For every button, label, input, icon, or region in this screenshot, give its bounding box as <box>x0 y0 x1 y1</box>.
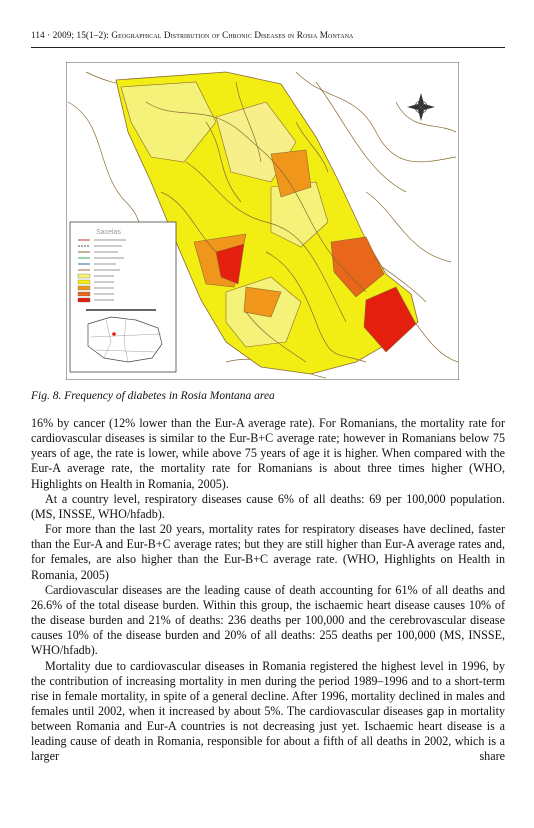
map-graphic <box>66 62 459 380</box>
running-title: Geographical Distribution of Chronic Diseases in Rosia Montana <box>111 30 354 40</box>
paragraph: Cardiovascular diseases are the leading cause of death accounting for 61% of all deaths and 26.6% of the total disease burden. Within this group, the ischaemic heart disease causes 10% of the disease burden and 21% of deaths: 236 deaths per 100,000 and the cerebrovascular disease causes 10% of the disease burden and 20% of all deaths: 255 deaths per 100,000 (MS, INSSE, WHO/hfadb). <box>31 582 505 658</box>
paragraph: Mortality due to cardiovascular diseases in Romania registered the highest level in 1996, by the contribution of increasing mortality in men during the period 1989–1996 and to a short-term rise in female mortality, in spite of a general decline. After 1996, mortality declined in males and females until 2002, when it increased by about 5%. The cardiovascular diseases gap in mortality between Romania and Eur-A countries is not decreasing just yet. Ischaemic heart disease is a leading cause of death in Romania, responsible for about a fifth of all deaths in 2002, which is a larger share <box>31 658 505 764</box>
map-legend <box>70 222 176 372</box>
running-header <box>31 30 354 40</box>
paragraph: 16% by cancer (12% lower than the Eur-A average rate). For Romanians, the mortality rate for cardiovascular diseases is similar to the Eur-B+C average rate; however in Romanians below 75 years of age, the rate is lower, while above 75 years of age it is higher. When compared with the Eur-A average rate, the mortality rate for Romanians is about three times higher (WHO, Highlights on Health in Romania, 2005). <box>31 416 505 491</box>
page-info: 114 · 2009; 15(1–2): <box>31 30 112 40</box>
paragraph: For more than the last 20 years, mortality rates for respiratory diseases have declined, faster than the Eur-A and Eur-B+C average rates; but they are still higher than Eur-A average rates and, for females, are also higher than the Eur-B+C average rate. (WHO, Highlights on Health in Romania, 2005) <box>31 522 505 582</box>
paragraph: At a country level, respiratory diseases cause 6% of all deaths: 69 per 100,000 population. (MS, INSSE, WHO/hfadb). <box>31 491 505 521</box>
header-rule <box>31 47 505 48</box>
map-title-text: Sacelas <box>96 229 121 236</box>
location-marker <box>112 332 116 336</box>
figure-caption: Fig. 8. Frequency of diabetes in Rosia Montana area <box>31 390 275 402</box>
diabetes-frequency-map <box>66 62 459 380</box>
body-text <box>31 416 505 765</box>
